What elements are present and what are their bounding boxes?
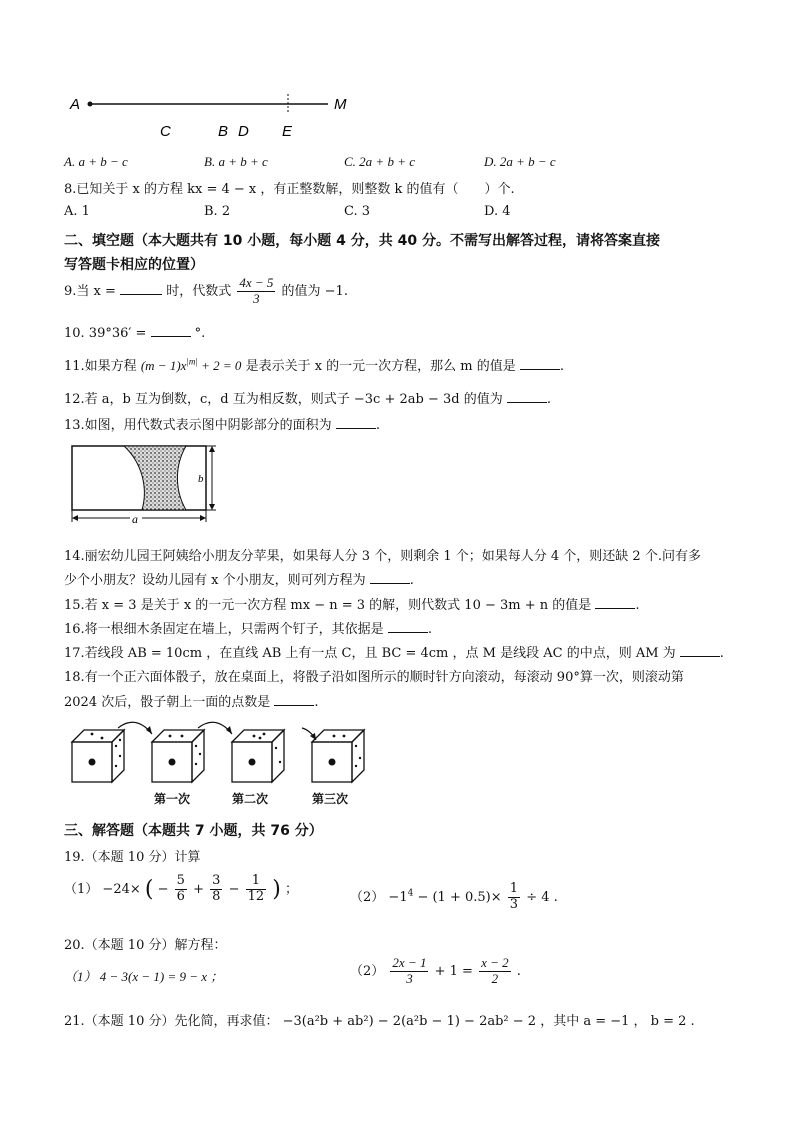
q11-exponent: |m| [186, 356, 198, 367]
point-label-b: B [218, 123, 229, 140]
q11-equation: (m − 1)x [140, 358, 187, 373]
q9-pre: 9.当 x = [64, 283, 116, 299]
point-label-m: M [334, 96, 347, 113]
q7-line-figure [60, 92, 370, 146]
q14-end: . [409, 573, 414, 588]
q18-text: 2024 次后，骰子朝上一面的点数是 [64, 695, 271, 710]
point-label-a: A [70, 96, 81, 113]
q20-p2-end: . [516, 963, 521, 979]
q10-pre: 10. 39°36′ = [64, 326, 147, 341]
answer-blank [507, 390, 547, 403]
q11-pre: 11.如果方程 [64, 359, 137, 374]
answer-blank [370, 571, 410, 584]
q19-f0-den: 6 [176, 888, 185, 904]
q18-end: . [314, 695, 319, 710]
q9-denominator: 3 [253, 290, 260, 306]
q8-option-b: B. 2 [204, 204, 231, 219]
q9-question [64, 276, 348, 307]
q19-f2-num: 1 [246, 874, 267, 890]
answer-blank [520, 357, 560, 370]
q8-option-d: D. 4 [484, 204, 511, 219]
q13-question [64, 414, 380, 433]
option-a: A. a + b − c [64, 154, 128, 169]
q18-line1: 18.有一个正六面体骰子，放在桌面上，将骰子沿如图所示的顺时针方向滚动，每滚动 90°算一次，则滚动第 [64, 670, 684, 685]
q14-line1: 14.丽宏幼儿园王阿姨给小朋友分苹果，如果每人分 3 个，则剩余 1 个；如果每人分 4 个，则还缺 2 个.问有多 [64, 549, 701, 564]
die-1 [152, 730, 204, 782]
q19-p1-label: （1） [64, 881, 99, 897]
dice-caption-1: 第一次 [154, 792, 191, 806]
q19-p2-c: ÷ 4 . [526, 889, 558, 905]
point-label-d: D [238, 123, 249, 140]
q19-part1: （1） −24× ( − $\frac{5}{6}$ + $\frac{3}{8}$ − $\frac{1}{12}$ ) ； [64, 873, 299, 904]
q13-text: 13.如图，用代数式表示图中阴影部分的面积为 [64, 418, 332, 433]
q20-f1-den: 3 [406, 970, 413, 986]
q20-title: 20.（本题 10 分）解方程： [64, 938, 227, 953]
q15-end: . [635, 598, 640, 613]
q13-end: . [375, 418, 380, 433]
die-2 [232, 730, 284, 782]
q9-fraction [237, 276, 275, 307]
q21-question: 21.（本题 10 分）先化简，再求值： −3(a²b + ab²) − 2(a²b − 1) − 2ab² − 2 ，其中 a = −1 ， b = 2 . [64, 1014, 695, 1029]
dice-caption-3: 第三次 [312, 792, 349, 806]
option-b: B. a + b + c [204, 154, 268, 169]
q17-end: . [719, 646, 724, 661]
q19-p2-num: 1 [509, 881, 519, 896]
answer-blank [151, 324, 191, 337]
q8-question: 8.已知关于 x 的方程 kx = 4 − x ，有正整数解，则整数 k 的值有（ ）个. [64, 182, 515, 197]
q19-p1-end: ； [285, 881, 299, 897]
answer-blank [680, 644, 720, 657]
section-2-heading-line2: 写答题卡相应的位置） [64, 257, 204, 273]
q11-question [64, 355, 564, 374]
q20-part2 [350, 956, 521, 987]
option-c: C. 2a + b + c [344, 154, 415, 169]
q20-f2-num: x − 2 [481, 955, 509, 970]
q19-p2-a: −1 [388, 889, 408, 905]
q19-op-2: − [228, 881, 240, 897]
q11-end: . [559, 359, 565, 374]
q19-f0-num: 5 [176, 873, 185, 888]
answer-blank [595, 596, 635, 609]
die-initial [72, 730, 124, 782]
q16-question [64, 618, 432, 637]
q20-p2-mid: + 1 = [434, 963, 473, 979]
answer-blank [388, 620, 428, 633]
q20-p2-label: （2） [350, 963, 385, 979]
q8-option-c: C. 3 [344, 204, 371, 219]
q19-p1-lead: −24× [102, 881, 141, 897]
q17-text: 17.若线段 AB = 10cm ，在直线 AB 上有一点 C，且 BC = 4cm ，点 M 是线段 AC 的中点，则 AM 为 [64, 646, 676, 661]
die-3 [312, 730, 364, 782]
q17-question [64, 642, 724, 661]
answer-blank [120, 282, 162, 295]
point-label-c: C [160, 123, 171, 140]
point-label-e: E [282, 123, 293, 140]
q19-f1-den: 8 [212, 888, 221, 904]
q19-op-0: − [157, 881, 169, 897]
q11-post: 是表示关于 x 的一元一次方程，那么 m 的值是 [245, 359, 516, 374]
q12-end: . [546, 392, 551, 407]
q14-text: 少个小朋友？设幼儿园有 x 个小朋友，则可列方程为 [64, 573, 366, 588]
q16-end: . [427, 622, 432, 637]
q8-option-a: A. 1 [64, 204, 90, 219]
q9-numerator: 4x − 5 [239, 275, 274, 290]
q19-p2-label: （2） [350, 889, 385, 905]
label-b: b [198, 473, 204, 485]
q19-p2-sup: 4 [407, 888, 414, 899]
q10-post: °. [194, 326, 206, 341]
option-d: D. 2a + b − c [484, 154, 556, 169]
q10-question [64, 324, 205, 341]
q19-f1-num: 3 [212, 873, 221, 888]
answer-blank [274, 693, 314, 706]
q12-text: 12.若 a，b 互为倒数，c，d 互为相反数，则式子 −3c + 2ab − 3d 的值为 [64, 392, 503, 407]
q16-text: 16.将一根细木条固定在墙上，只需两个钉子，其依据是 [64, 622, 384, 637]
q18-line2 [64, 691, 319, 710]
q20-f1-num: 2x − 1 [392, 955, 427, 970]
q15-text: 15.若 x = 3 是关于 x 的一元一次方程 mx − n = 3 的解，则代数式 10 − 3m + n 的值是 [64, 598, 592, 613]
q20-part1: （1） 4 − 3(x − 1) = 9 − x ； [64, 969, 224, 984]
label-a: a [132, 512, 138, 526]
q19-title: 19.（本题 10 分）计算 [64, 850, 201, 865]
q19-op-1: + [193, 881, 204, 897]
q20-f2-den: 2 [491, 970, 499, 986]
q9-post: 的值为 −1. [281, 283, 348, 299]
q19-p2-b: − (1 + 0.5)× [413, 889, 502, 905]
q19-f2-den: 12 [247, 888, 265, 904]
q19-p2-den: 3 [509, 896, 519, 912]
q13-shaded-rectangle-figure [66, 440, 226, 530]
q9-mid: 时，代数式 [166, 283, 232, 299]
section-2-heading-line1: 二、填空题（本大题共有 10 小题，每小题 4 分，共 40 分。不需写出解答过程，请将答案直接 [64, 233, 660, 249]
answer-blank [336, 416, 376, 429]
q11-equation-tail: + 2 = 0 [197, 358, 242, 373]
q15-question [64, 594, 640, 613]
q19-part2 [350, 882, 558, 913]
q14-line2 [64, 569, 414, 588]
q12-question [64, 388, 551, 407]
dice-caption-2: 第二次 [232, 792, 269, 806]
section-3-heading: 三、解答题（本题共 7 小题，共 76 分） [64, 823, 323, 839]
